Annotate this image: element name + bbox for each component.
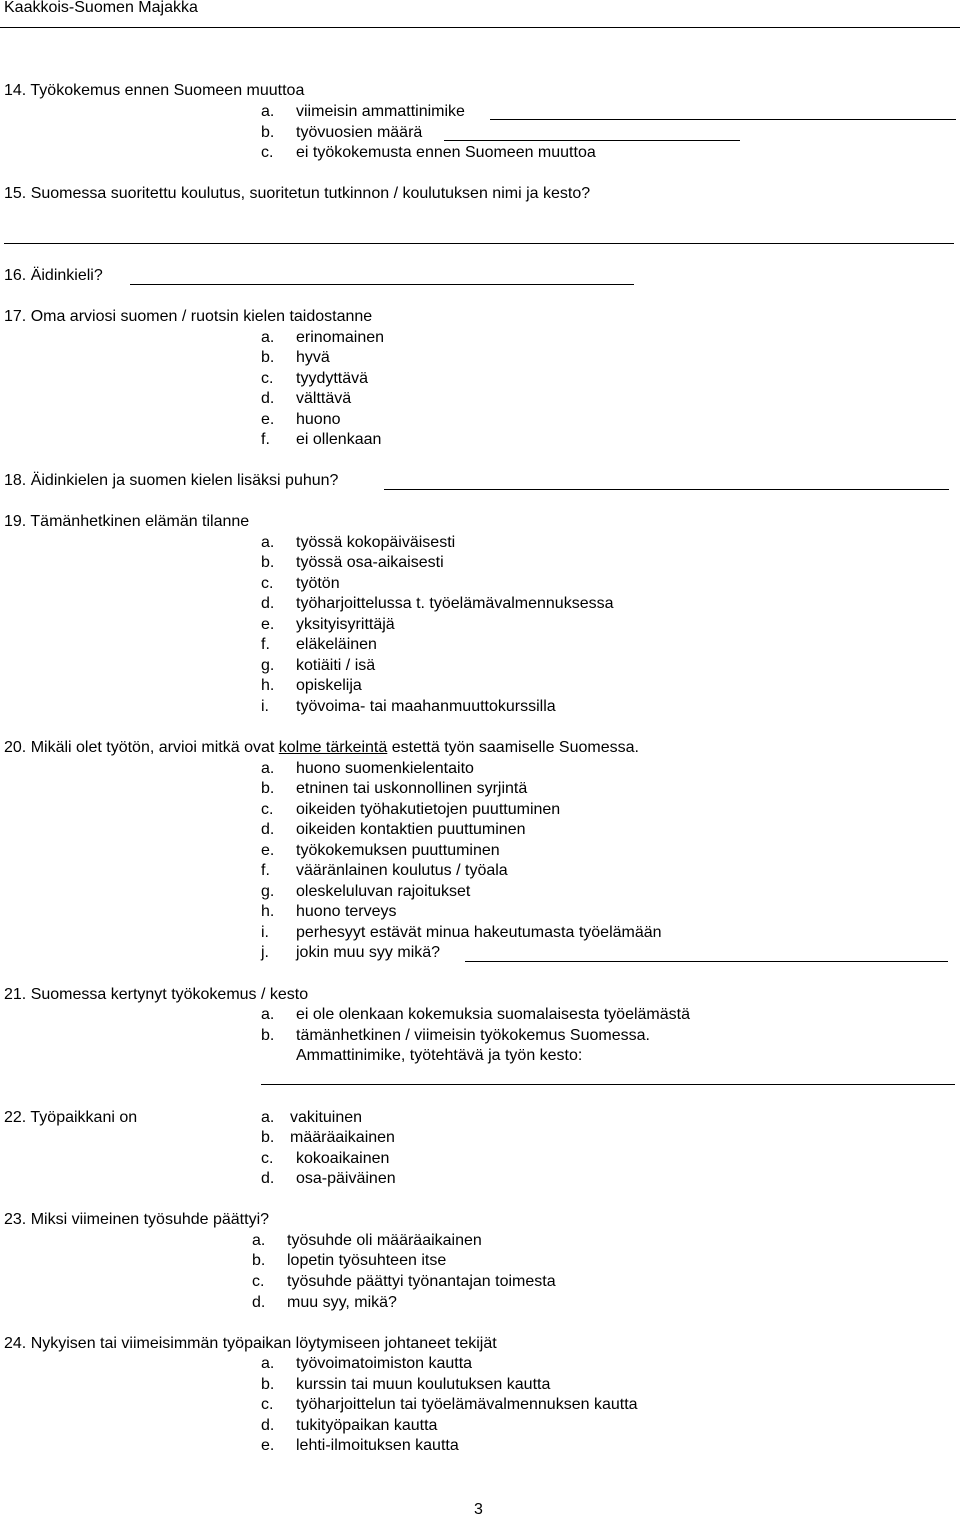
q20-option: perhesyyt estävät minua hakeutumasta työelämään <box>296 924 662 941</box>
q22-marker: a. <box>261 1109 275 1126</box>
question-16-title: 16. Äidinkieli? <box>4 267 103 284</box>
q19-marker: b. <box>261 554 275 571</box>
q24-option: työvoimatoimiston kautta <box>296 1355 473 1372</box>
q20-option: jokin muu syy mikä? <box>296 944 441 961</box>
q20-marker: f. <box>261 862 270 879</box>
q19-marker: i. <box>261 698 269 715</box>
question-19-title: 19. Tämänhetkinen elämän tilanne <box>4 513 250 530</box>
q19-marker: f. <box>261 636 270 653</box>
q23-marker: d. <box>252 1294 266 1311</box>
question-24-title: 24. Nykyisen tai viimeisimmän työpaikan löytymiseen johtaneet tekijät <box>4 1335 497 1352</box>
q22-option: määräaikainen <box>290 1129 395 1146</box>
q21-option-a: ei ole olenkaan kokemuksia suomalaisesta työelämästä <box>296 1006 690 1023</box>
q19-marker: e. <box>261 616 275 633</box>
q23-marker: b. <box>252 1252 266 1269</box>
question-15-title: 15. Suomessa suoritettu koulutus, suoritetun tutkinnon / koulutuksen nimi ja kesto? <box>4 185 591 202</box>
q19-marker: d. <box>261 595 275 612</box>
q16-answer-line[interactable] <box>130 284 634 285</box>
q20-option: oikeiden kontaktien puuttuminen <box>296 821 526 838</box>
q14-marker-a: a. <box>261 103 275 120</box>
q14-option-a: viimeisin ammattinimike <box>296 103 465 120</box>
q21-marker-b: b. <box>261 1027 275 1044</box>
q20-marker: h. <box>261 903 275 920</box>
q23-marker: c. <box>252 1273 265 1290</box>
q17-marker: d. <box>261 390 275 407</box>
question-23-title: 23. Miksi viimeinen työsuhde päättyi? <box>4 1211 270 1228</box>
q20-option: vääränlainen koulutus / työala <box>296 862 508 879</box>
q20-marker: g. <box>261 883 275 900</box>
q23-option: työsuhde päättyi työnantajan toimesta <box>287 1273 556 1290</box>
q17-marker: b. <box>261 349 275 366</box>
q19-marker: a. <box>261 534 275 551</box>
q17-option: tyydyttävä <box>296 370 369 387</box>
q20-marker: d. <box>261 821 275 838</box>
q23-marker: a. <box>252 1232 266 1249</box>
q18-answer-line[interactable] <box>384 489 949 490</box>
q20-option: työkokemuksen puuttuminen <box>296 842 500 859</box>
q14-option-c: ei työkokemusta ennen Suomeen muuttoa <box>296 144 596 161</box>
page-header-title: Kaakkois-Suomen Majakka <box>4 0 198 16</box>
q19-option: kotiäiti / isä <box>296 657 376 674</box>
q19-option: työssä kokopäiväisesti <box>296 534 456 551</box>
q19-option: työtön <box>296 575 340 592</box>
q20-option: huono suomenkielentaito <box>296 760 474 777</box>
q20-option: oikeiden työhakutietojen puuttuminen <box>296 801 561 818</box>
q17-marker: e. <box>261 411 275 428</box>
q24-marker: d. <box>261 1417 275 1434</box>
q17-marker: a. <box>261 329 275 346</box>
q21-answer-line[interactable] <box>261 1084 955 1085</box>
q21-option-b-subtext: Ammattinimike, työtehtävä ja työn kesto: <box>296 1047 583 1064</box>
q20-marker: a. <box>261 760 275 777</box>
q22-marker: c. <box>261 1150 274 1167</box>
q19-option: työharjoittelussa t. työelämävalmennuksessa <box>296 595 614 612</box>
q19-marker: g. <box>261 657 275 674</box>
question-17-title: 17. Oma arviosi suomen / ruotsin kielen taidostanne <box>4 308 373 325</box>
q24-option: työharjoittelun tai työelämävalmennuksen kautta <box>296 1396 638 1413</box>
q15-answer-line[interactable] <box>4 243 954 244</box>
q20-emphasis: kolme tärkeintä <box>278 739 388 756</box>
q17-marker: f. <box>261 431 270 448</box>
q20-marker: e. <box>261 842 275 859</box>
q14-answer-line-a[interactable] <box>490 119 956 120</box>
q24-marker: c. <box>261 1396 274 1413</box>
q19-option: työssä osa-aikaisesti <box>296 554 444 571</box>
header-divider <box>0 27 960 28</box>
question-14-title: 14. Työkokemus ennen Suomeen muuttoa <box>4 82 305 99</box>
q22-option: vakituinen <box>290 1109 363 1126</box>
q21-marker-a: a. <box>261 1006 275 1023</box>
q20-option: huono terveys <box>296 903 397 920</box>
question-20-title: 20. Mikäli olet työtön, arvioi mitkä ovat kolme tärkeintä estettä työn saamiselle Suomessa. <box>4 739 639 756</box>
page-number: 3 <box>474 1501 483 1518</box>
q17-option: huono <box>296 411 341 428</box>
q22-option: kokoaikainen <box>296 1150 390 1167</box>
q24-option: lehti-ilmoituksen kautta <box>296 1437 459 1454</box>
question-22-title: 22. Työpaikkani on <box>4 1109 138 1126</box>
q24-option: tukityöpaikan kautta <box>296 1417 438 1434</box>
q17-option: hyvä <box>296 349 330 366</box>
q19-option: opiskelija <box>296 677 362 694</box>
q20-marker: b. <box>261 780 275 797</box>
q19-option: eläkeläinen <box>296 636 377 653</box>
q14-marker-b: b. <box>261 124 275 141</box>
q19-marker: h. <box>261 677 275 694</box>
q17-option: ei ollenkaan <box>296 431 382 448</box>
question-21-title: 21. Suomessa kertynyt työkokemus / kesto <box>4 986 309 1003</box>
q20-option: oleskeluluvan rajoitukset <box>296 883 471 900</box>
q22-option: osa-päiväinen <box>296 1170 396 1187</box>
q19-marker: c. <box>261 575 274 592</box>
q14-answer-line-b[interactable] <box>444 140 740 141</box>
q20-marker: j. <box>261 944 269 961</box>
q24-marker: b. <box>261 1376 275 1393</box>
q17-option: erinomainen <box>296 329 385 346</box>
q20-marker: i. <box>261 924 269 941</box>
q20-other-answer-line[interactable] <box>465 961 948 962</box>
q24-option: kurssin tai muun koulutuksen kautta <box>296 1376 551 1393</box>
q19-option: yksityisyrittäjä <box>296 616 395 633</box>
q23-option: työsuhde oli määräaikainen <box>287 1232 482 1249</box>
q20-option: etninen tai uskonnollinen syrjintä <box>296 780 528 797</box>
q17-marker: c. <box>261 370 274 387</box>
q24-marker: e. <box>261 1437 275 1454</box>
q23-option: muu syy, mikä? <box>287 1294 397 1311</box>
q14-marker-c: c. <box>261 144 274 161</box>
question-18-title: 18. Äidinkielen ja suomen kielen lisäksi puhun? <box>4 472 339 489</box>
q14-option-b: työvuosien määrä <box>296 124 423 141</box>
q17-option: välttävä <box>296 390 352 407</box>
q21-option-b: tämänhetkinen / viimeisin työkokemus Suomessa. <box>296 1027 650 1044</box>
q19-option: työvoima- tai maahanmuuttokurssilla <box>296 698 556 715</box>
q22-marker: b. <box>261 1129 275 1146</box>
q24-marker: a. <box>261 1355 275 1372</box>
q22-marker: d. <box>261 1170 275 1187</box>
q20-marker: c. <box>261 801 274 818</box>
q23-option: lopetin työsuhteen itse <box>287 1252 447 1269</box>
